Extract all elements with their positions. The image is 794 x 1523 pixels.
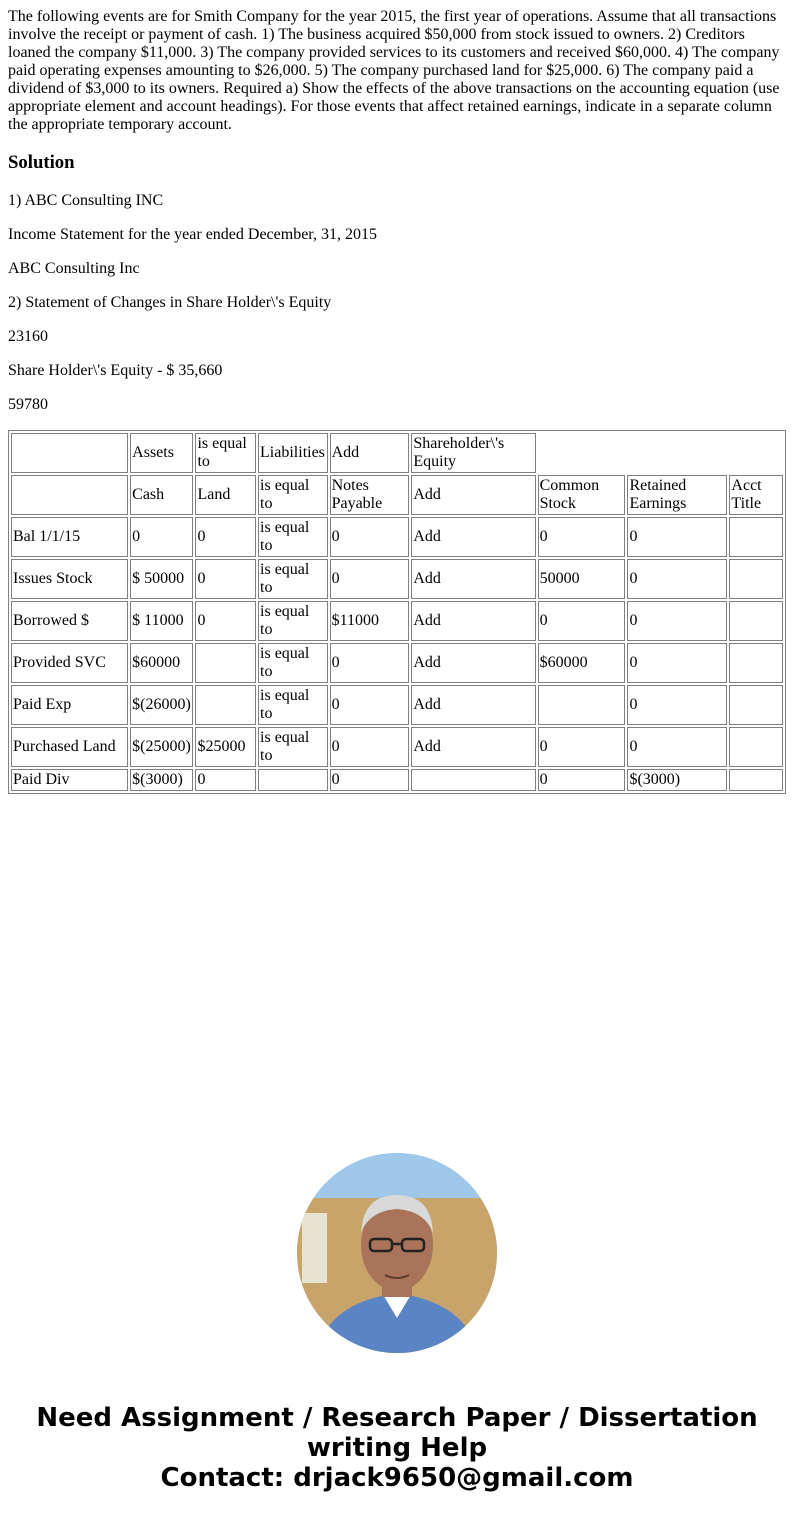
table-cell: $ 11000 — [130, 601, 193, 641]
table-cell: 0 — [330, 727, 410, 767]
header-cell: is equal to — [195, 433, 256, 473]
header-cell: Common Stock — [538, 475, 626, 515]
table-cell: 0 — [538, 769, 626, 791]
table-cell: 0 — [538, 727, 626, 767]
header-row-2 — [11, 475, 783, 515]
table-cell: 0 — [627, 685, 727, 725]
header-cell: Add — [411, 475, 535, 515]
header-cell — [11, 433, 128, 473]
table-cell: 0 — [627, 559, 727, 599]
table-cell: 0 — [627, 643, 727, 683]
avatar-portrait-icon — [297, 1153, 497, 1353]
table-cell: 0 — [330, 769, 410, 791]
company-title: 1) ABC Consulting INC — [8, 192, 164, 209]
table-row — [11, 643, 783, 683]
table-cell: 0 — [627, 601, 727, 641]
header-cell: Notes Payable — [330, 475, 410, 515]
equity-statement-title: 2) Statement of Changes in Share Holder\'s Equity — [8, 294, 332, 311]
table-row — [11, 559, 783, 599]
company-name: ABC Consulting Inc — [8, 260, 140, 277]
table-cell: is equal to — [258, 517, 328, 557]
header-cell: Assets — [130, 433, 193, 473]
header-cell: Land — [195, 475, 256, 515]
table-cell: $25000 — [195, 727, 256, 767]
table-cell: Add — [411, 601, 535, 641]
table-row — [11, 685, 783, 725]
table-cell — [729, 685, 783, 725]
table-cell: Add — [411, 643, 535, 683]
header-cell: Liabilities — [258, 433, 328, 473]
table-row — [11, 727, 783, 767]
table-cell: Add — [411, 685, 535, 725]
table-cell: Paid Exp — [11, 685, 128, 725]
header-cell: Cash — [130, 475, 193, 515]
footer-banner — [0, 1403, 794, 1493]
header-cell — [11, 475, 128, 515]
header-cell: Acct Title — [729, 475, 783, 515]
table-cell — [538, 685, 626, 725]
table-cell: 0 — [627, 517, 727, 557]
table-cell: $(25000) — [130, 727, 193, 767]
table-cell: Provided SVC — [11, 643, 128, 683]
header-cell: Retained Earnings — [627, 475, 727, 515]
table-cell: 0 — [195, 601, 256, 641]
table-cell: $(3000) — [130, 769, 193, 791]
table-cell: Add — [411, 727, 535, 767]
table-cell — [195, 643, 256, 683]
header-row-1 — [11, 433, 783, 473]
table-cell: Borrowed $ — [11, 601, 128, 641]
table-cell: 0 — [195, 517, 256, 557]
footer-line-2: writing Help — [306, 1433, 488, 1463]
table-cell: $(26000) — [130, 685, 193, 725]
table-cell: 0 — [330, 685, 410, 725]
table-cell — [729, 727, 783, 767]
table-cell — [729, 517, 783, 557]
table-cell: $(3000) — [627, 769, 727, 791]
value-59780: 59780 — [8, 396, 48, 413]
avatar — [297, 1153, 497, 1353]
header-cell: is equal to — [258, 475, 328, 515]
table-cell — [729, 643, 783, 683]
table-cell: 0 — [627, 727, 727, 767]
table-cell: 0 — [538, 517, 626, 557]
table-cell: is equal to — [258, 685, 328, 725]
table-cell — [729, 601, 783, 641]
table-cell: 0 — [195, 769, 256, 791]
table-cell: Add — [411, 517, 535, 557]
table-cell: Purchased Land — [11, 727, 128, 767]
table-cell: is equal to — [258, 643, 328, 683]
accounting-equation-table — [8, 430, 786, 794]
table-cell: 0 — [130, 517, 193, 557]
table-cell: Paid Div — [11, 769, 128, 791]
table-cell — [258, 769, 328, 791]
table-cell: is equal to — [258, 601, 328, 641]
table-cell: 0 — [538, 601, 626, 641]
shareholders-equity-total: Share Holder\'s Equity - $ 35,660 — [8, 362, 223, 379]
table-cell: 50000 — [538, 559, 626, 599]
table-cell: Add — [411, 559, 535, 599]
table-cell: 0 — [195, 559, 256, 599]
table-row — [11, 769, 783, 791]
table-cell: $11000 — [330, 601, 410, 641]
table-cell — [411, 769, 535, 791]
table-cell: Bal 1/1/15 — [11, 517, 128, 557]
header-cell: Shareholder\'s Equity — [411, 433, 535, 473]
table-cell: $60000 — [538, 643, 626, 683]
table-cell: 0 — [330, 643, 410, 683]
question-text: The following events are for Smith Company for the year 2015, the first year of operations. Assume that all transactions involve the receipt or payment of cash. 1) The business acquired $50,000 from stock issued to owners. 2) Creditors loaned the company $11,000. 3) The company provided services to its customers and received $60,000. 4) The company paid operating expenses amounting to $26,000. 5) The company purchased land for $25,000. 6) The company paid a dividend of $3,000 to its owners. Required a) Show the effects of the above transactions on the accounting equation (use appropriate element and account headings). For those events that affect retained earnings, indicate in a separate column the appropriate temporary account. — [8, 8, 780, 133]
solution-heading: Solution — [8, 152, 75, 173]
table-cell: $60000 — [130, 643, 193, 683]
table-cell: is equal to — [258, 727, 328, 767]
table-row — [11, 601, 783, 641]
table-cell: is equal to — [258, 559, 328, 599]
table-row — [11, 517, 783, 557]
table-cell: $ 50000 — [130, 559, 193, 599]
table-cell: 0 — [330, 559, 410, 599]
table-cell — [729, 559, 783, 599]
income-statement-title: Income Statement for the year ended December, 31, 2015 — [8, 226, 377, 243]
header-cell: Add — [330, 433, 410, 473]
value-23160: 23160 — [8, 328, 48, 345]
footer-contact: Contact: drjack9650@gmail.com — [160, 1463, 634, 1493]
table-cell — [195, 685, 256, 725]
footer-line-1: Need Assignment / Research Paper / Dissertation — [36, 1403, 758, 1433]
table-cell: 0 — [330, 517, 410, 557]
table-cell — [729, 769, 783, 791]
table-cell: Issues Stock — [11, 559, 128, 599]
